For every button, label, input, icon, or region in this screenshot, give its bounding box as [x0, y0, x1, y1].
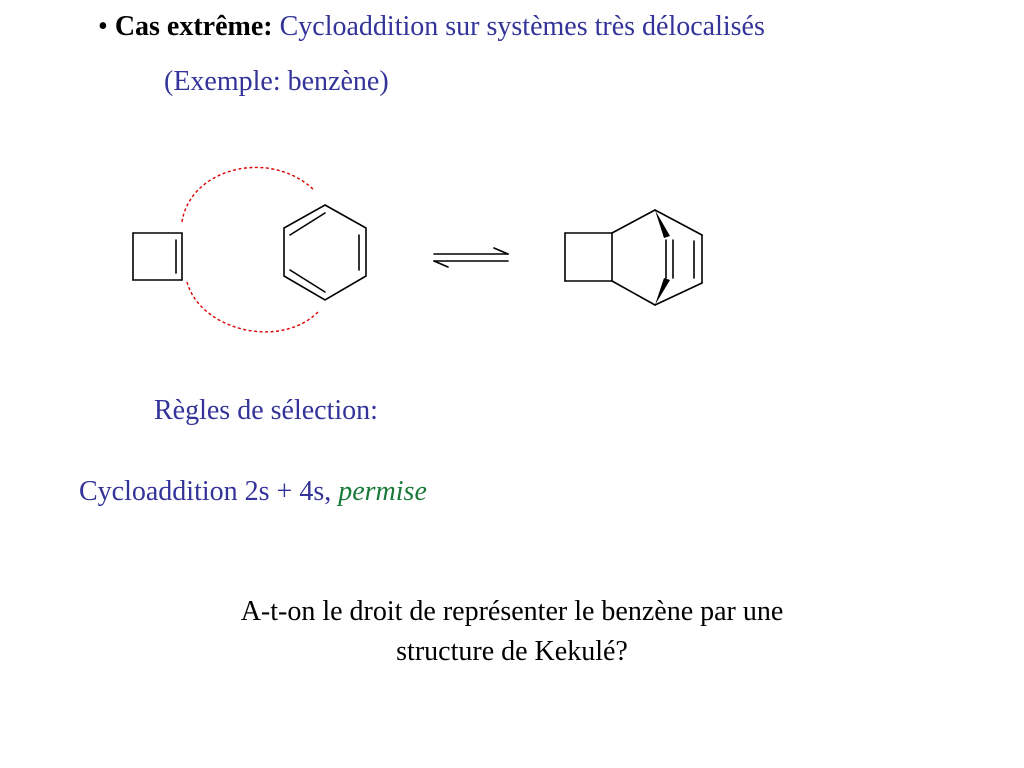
title-text: Cycloaddition sur systèmes très délocalisés: [279, 11, 765, 42]
wedge-bonds: [655, 210, 670, 305]
orbital-interaction-arcs: [182, 167, 318, 331]
question-line-1: A-t-on le droit de représenter le benzène par une: [240, 596, 784, 627]
cyclobutene-molecule: [133, 233, 182, 280]
question-line-2: structure de Kekulé?: [396, 636, 628, 667]
rule-verdict: permise: [338, 476, 427, 507]
example-subtitle: (Exemple: benzène): [164, 66, 389, 97]
rule-text: Cycloaddition 2s + 4s,: [79, 476, 332, 507]
selection-rule: [79, 478, 427, 506]
benzene-molecule: [284, 205, 366, 300]
selection-rules-heading: Règles de sélection:: [154, 395, 378, 426]
cycloadduct-molecule: [565, 210, 702, 305]
bullet-marker: •: [98, 11, 108, 42]
kekule-question: [112, 592, 912, 672]
equilibrium-arrow: [434, 248, 508, 267]
title-bold-label: Cas extrême:: [114, 11, 273, 42]
